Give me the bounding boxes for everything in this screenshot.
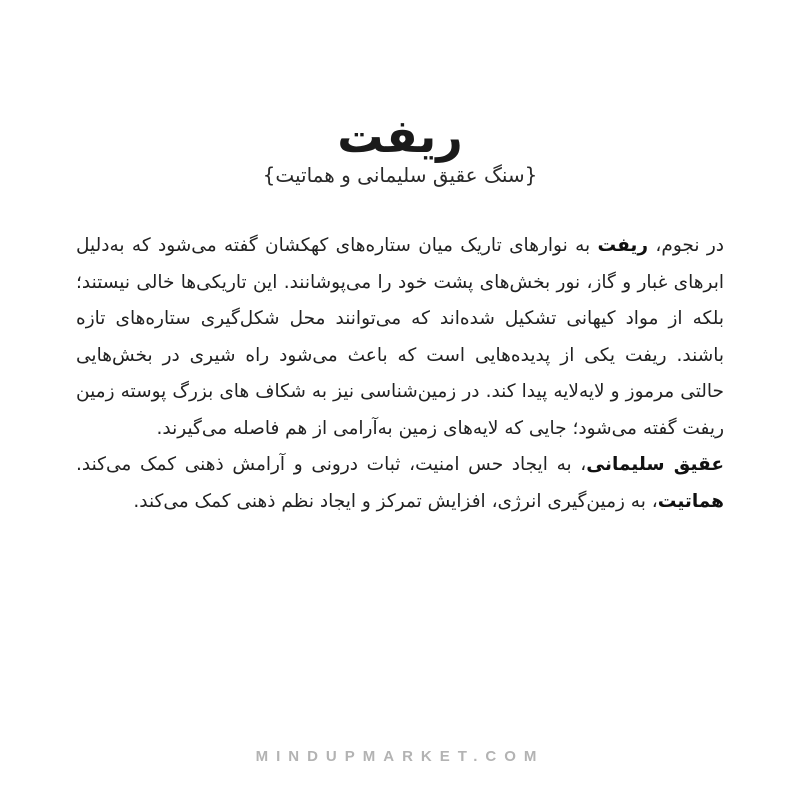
page-title: ریفت [337, 108, 463, 163]
footer-website: MINDUPMARKET.COM [255, 748, 545, 765]
term-hematite: هماتیت [657, 490, 724, 512]
paragraph-hematite-text: ، به زمین‌گیری انرژی، افزایش تمرکز و ایجاد نظم ذهنی کمک می‌کند. [133, 490, 658, 512]
term-rift: ریفت [597, 235, 649, 256]
paragraph-rift-lead: در نجوم، [648, 235, 724, 256]
page-subtitle: {سنگ عقیق سلیمانی و هماتیت} [262, 163, 538, 187]
paragraph-rift-text: به نوارهای تاریک میان ستاره‌های کهکشان گفته می‌شود که به‌دلیل ابرهای غبار و گاز، نور بخش‌های پشت خود را می‌پوشانند. این تاریکی‌ها خالی نیستند؛ بلکه از مواد کیهانی تشکیل شده‌اند که می‌توانند محل شکل‌گیری ستاره‌های تازه باشند. ریفت یکی از پدیده‌هایی است که باعث می‌شود راه شیری در بخش‌هایی حالتی مرموز و لایه‌لایه پیدا کند. در زمین‌شناسی نیز به شکاف های بزرگ پوسته زمین ریفت گفته می‌شود؛ جایی که لایه‌های زمین به‌آرامی از هم فاصله می‌گیرند. [76, 235, 724, 439]
paragraph-onyx-text: ، به ایجاد حس امنیت، ثبات درونی و آرامش ذهنی کمک می‌کند. [76, 454, 587, 475]
paragraph-rift [76, 228, 724, 447]
term-onyx: عقیق سلیمانی [586, 454, 724, 475]
article-body [76, 228, 724, 520]
paragraph-stones [76, 447, 724, 520]
